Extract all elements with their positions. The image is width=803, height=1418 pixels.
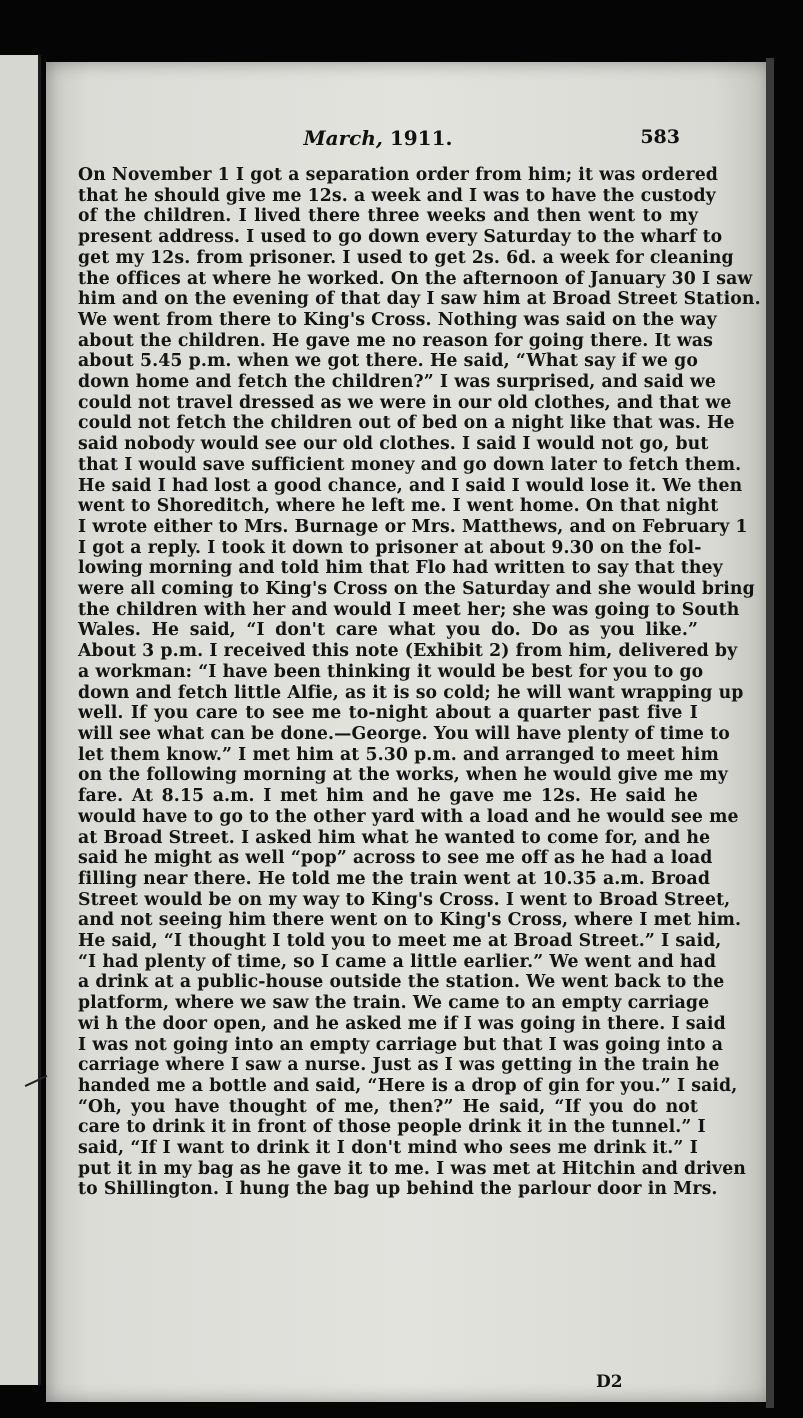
text-line: that he should give me 12s. a week and I was to have the custody bbox=[78, 185, 716, 206]
text-line: that I would save sufficient money and go down later to fetch them. bbox=[78, 454, 742, 475]
text-line: would have to go to the other yard with a load and he would see me bbox=[78, 806, 739, 827]
text-line: “I had plenty of time, so I came a little earlier.” We went and had bbox=[78, 951, 717, 972]
text-line: could not fetch the children out of bed on a night like that was. He bbox=[78, 413, 735, 434]
text-line: Wales. He said, “I don't care what you do. Do as you like.” bbox=[78, 620, 698, 641]
text-line: He said, “I thought I told you to meet me at Broad Street.” I said, bbox=[78, 931, 722, 952]
text-line: He said I had lost a good chance, and I said I would lose it. We then bbox=[78, 475, 743, 496]
text-line: About 3 p.m. I received this note (Exhibit 2) from him, delivered by bbox=[78, 641, 738, 662]
text-line: well. If you care to see me to-night about a quarter past five I bbox=[78, 703, 698, 724]
text-line: went to Shoreditch, where he left me. I went home. On that night bbox=[78, 496, 719, 517]
text-line: will see what can be done.—George. You will have plenty of time to bbox=[78, 723, 730, 744]
text-line: at Broad Street. I asked him what he wanted to come for, and he bbox=[78, 827, 711, 848]
text-line: lowing morning and told him that Flo had written to say that they bbox=[78, 558, 723, 579]
text-line: were all coming to King's Cross on the Saturday and she would bring bbox=[78, 579, 755, 600]
text-line: down and fetch little Alfie, as it is so cold; he will want wrapping up bbox=[78, 682, 744, 703]
text-line: platform, where we saw the train. We came to an empty carriage bbox=[78, 993, 710, 1014]
text-line: of the children. I lived there three weeks and then went to my bbox=[78, 206, 698, 227]
text-line: get my 12s. from prisoner. I used to get 2s. 6d. a week for cleaning bbox=[78, 247, 734, 268]
text-line: carriage where I saw a nurse. Just as I was getting in the train he bbox=[78, 1055, 720, 1076]
text-line: the children with her and would I meet her; she was going to South bbox=[78, 599, 740, 620]
text-line: a workman: “I have been thinking it would be best for you to go bbox=[78, 661, 704, 682]
page-stack-edge bbox=[766, 58, 774, 1408]
text-line: could not travel dressed as we were in our old clothes, and that we bbox=[78, 392, 732, 413]
text-line: I got a reply. I took it down to prisoner at about 9.30 on the fol- bbox=[78, 537, 702, 558]
text-line: On November 1 I got a separation order from him; it was ordered bbox=[78, 165, 718, 185]
text-line: to Shillington. I hung the bag up behind the parlour door in Mrs. bbox=[78, 1179, 718, 1200]
text-line: “Oh, you have thought of me, then?” He said, “If you do not bbox=[78, 1096, 698, 1117]
text-line: I was not going into an empty carriage but that I was going into a bbox=[78, 1034, 724, 1055]
text-line: let them know.” I met him at 5.30 p.m. and arranged to meet him bbox=[78, 744, 719, 765]
signature-mark: D2 bbox=[596, 1372, 623, 1392]
text-line: said, “If I want to drink it I don't mind who sees me drink it.” I bbox=[78, 1138, 698, 1159]
text-line: about 5.45 p.m. when we got there. He said, “What say if we go bbox=[78, 351, 698, 372]
page-header bbox=[76, 126, 680, 156]
text-line: care to drink it in front of those people drink it in the tunnel.” I bbox=[78, 1117, 706, 1138]
text-line: a drink at a public-house outside the station. We went back to the bbox=[78, 972, 725, 993]
running-head-year: 1911. bbox=[389, 126, 453, 150]
text-line: him and on the evening of that day I saw him at Broad Street Station. bbox=[78, 289, 761, 310]
text-line: on the following morning at the works, when he would give me my bbox=[78, 765, 728, 786]
text-line: down home and fetch the children?” I was surprised, and said we bbox=[78, 372, 716, 393]
running-head bbox=[76, 126, 680, 150]
page-number: 583 bbox=[640, 126, 680, 148]
text-line: present address. I used to go down every Saturday to the wharf to bbox=[78, 227, 723, 248]
text-line: put it in my bag as he gave it to me. I was met at Hitchin and driven bbox=[78, 1158, 746, 1179]
body-text bbox=[78, 165, 761, 1200]
text-line: about the children. He gave me no reason for going there. It was bbox=[78, 330, 714, 351]
text-line: handed me a bottle and said, “Here is a drop of gin for you.” I said, bbox=[78, 1075, 738, 1096]
facing-page-edge bbox=[0, 55, 41, 1385]
text-line: said nobody would see our old clothes. I said I would not go, but bbox=[78, 434, 709, 455]
text-line: We went from there to King's Cross. Nothing was said on the way bbox=[78, 309, 717, 330]
text-line: said he might as well “pop” across to see me off as he had a load bbox=[78, 848, 713, 869]
text-line: filling near there. He told me the train went at 10.35 a.m. Broad bbox=[78, 868, 711, 889]
text-line: the offices at where he worked. On the afternoon of January 30 I saw bbox=[78, 268, 753, 289]
running-head-month: March, bbox=[303, 126, 383, 150]
text-line: wi h the door open, and he asked me if I was going in there. I said bbox=[78, 1013, 726, 1034]
text-line: I wrote either to Mrs. Burnage or Mrs. Matthews, and on February 1 bbox=[78, 516, 748, 537]
text-line: and not seeing him there went on to King's Cross, where I met him. bbox=[78, 910, 742, 931]
text-line: fare. At 8.15 a.m. I met him and he gave me 12s. He said he bbox=[78, 786, 698, 807]
text-line: Street would be on my way to King's Cross. I went to Broad Street, bbox=[78, 889, 731, 910]
